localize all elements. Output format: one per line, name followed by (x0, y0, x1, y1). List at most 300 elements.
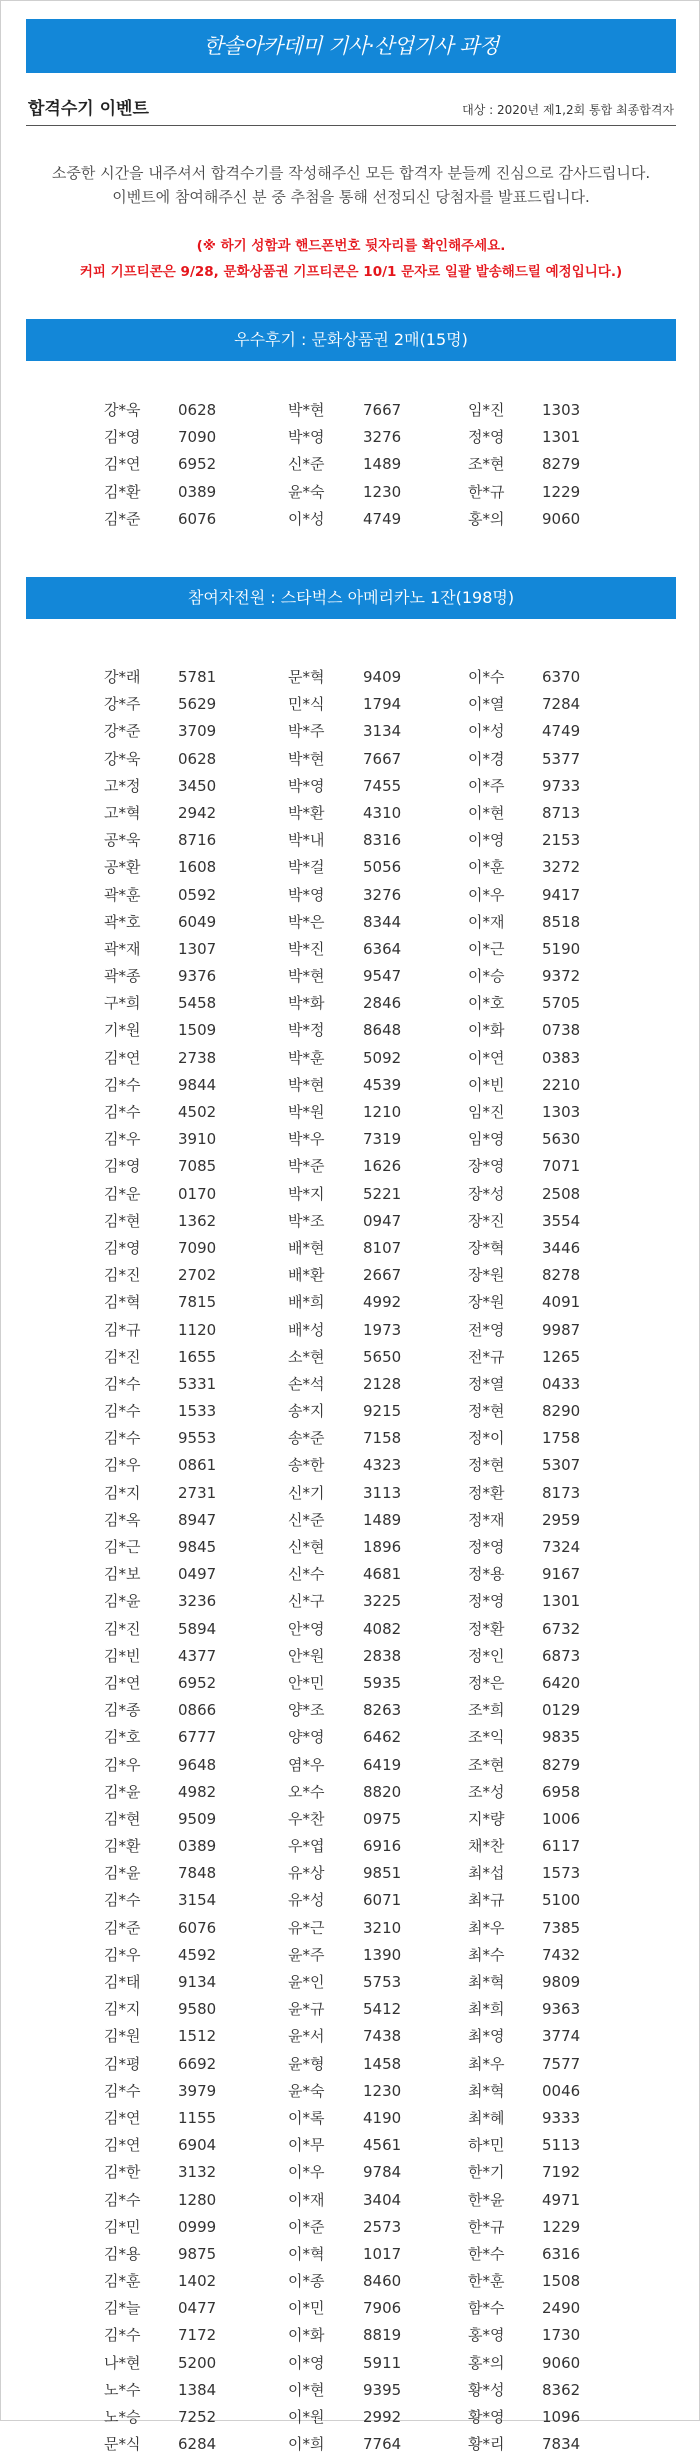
winner-name: 김*용 (104, 2244, 141, 2263)
winner-name: 윤*주 (288, 1945, 325, 1964)
winner-name: 김*규 (104, 1320, 141, 1339)
winner-phone-digits: 5630 (542, 1130, 581, 1149)
winner-phone-digits: 1489 (363, 1510, 402, 1529)
winner-name: 곽*재 (104, 939, 141, 958)
winner-phone-digits: 8648 (363, 1021, 402, 1040)
winner-name: 양*영 (288, 1728, 325, 1747)
winner-phone-digits: 7848 (178, 1864, 217, 1883)
winner-name: 이*화 (288, 2326, 325, 2345)
winner-name: 김*우 (104, 1945, 141, 1964)
winner-row (1, 2377, 700, 2404)
winner-phone-digits: 1655 (178, 1347, 217, 1366)
winner-phone-digits: 6692 (178, 2054, 217, 2073)
winner-name: 임*영 (468, 1130, 505, 1149)
winner-name: 김*진 (104, 1619, 141, 1638)
winner-phone-digits: 8279 (542, 1755, 581, 1774)
winner-name: 정*열 (468, 1374, 505, 1393)
winner-name: 유*상 (288, 1864, 325, 1883)
winner-row (1, 1806, 700, 1833)
winner-row (1, 1860, 700, 1887)
winner-phone-digits: 4323 (363, 1456, 402, 1475)
winner-phone-digits: 2731 (178, 1483, 217, 1502)
winner-phone-digits: 8344 (363, 912, 402, 931)
winner-name: 기*원 (104, 1021, 141, 1040)
winner-name: 홍*의 (468, 2353, 505, 2372)
winner-name: 박*현 (288, 749, 325, 768)
winner-name: 안*영 (288, 1619, 325, 1638)
winner-phone-digits: 0628 (178, 749, 217, 768)
winner-phone-digits: 5781 (178, 668, 217, 686)
winner-name: 김*영 (104, 428, 141, 447)
winner-phone-digits: 1608 (178, 858, 217, 877)
winner-name: 윤*숙 (288, 482, 325, 501)
winner-row (1, 1153, 700, 1180)
winner-name: 김*영 (104, 1157, 141, 1176)
winner-name: 조*현 (468, 455, 505, 474)
winner-phone-digits: 9417 (542, 885, 581, 904)
winner-phone-digits: 1533 (178, 1402, 217, 1421)
notice-line: (※ 하기 성함과 핸드폰번호 뒷자리를 확인해주세요. (196, 238, 506, 254)
winner-name: 김*원 (104, 2027, 141, 2046)
winner-name: 염*우 (288, 1755, 325, 1774)
winner-row (1, 1425, 700, 1452)
winner-name: 박*원 (288, 1103, 325, 1121)
winner-name: 김*우 (104, 1755, 141, 1774)
winner-name: 이*종 (288, 2272, 325, 2291)
winner-name: 정*현 (468, 1402, 505, 1421)
winner-name: 양*조 (288, 1701, 325, 1720)
winner-row (1, 2187, 700, 2214)
winner-name: 우*찬 (288, 1809, 325, 1828)
winner-phone-digits: 5911 (363, 2353, 402, 2372)
winner-name: 소*현 (288, 1347, 325, 1366)
winner-phone-digits: 4749 (363, 509, 402, 528)
winner-phone-digits: 3276 (363, 885, 402, 904)
winner-name: 정*영 (468, 1538, 505, 1556)
winner-phone-digits: 1626 (363, 1157, 402, 1176)
winner-phone-digits: 1230 (363, 2081, 402, 2100)
winner-row (1, 2105, 700, 2132)
winner-row (1, 1045, 700, 1072)
winner-phone-digits: 1210 (363, 1103, 402, 1121)
winner-phone-digits: 8107 (363, 1238, 402, 1257)
winner-phone-digits: 2210 (542, 1075, 581, 1094)
winner-phone-digits: 1301 (542, 428, 581, 447)
winner-phone-digits: 4992 (363, 1293, 402, 1312)
winner-name: 박*진 (288, 939, 325, 958)
winner-phone-digits: 1508 (542, 2272, 581, 2291)
winner-phone-digits: 7090 (178, 428, 217, 447)
winner-name: 김*연 (104, 1048, 141, 1067)
winner-phone-digits: 5092 (363, 1048, 402, 1067)
winner-name: 이*성 (468, 722, 505, 741)
intro-line: 이벤트에 참여해주신 분 중 추첨을 통해 선정되신 당첨자를 발표드립니다. (112, 188, 590, 206)
winner-phone-digits: 7834 (542, 2435, 581, 2454)
winner-name: 홍*의 (468, 509, 505, 528)
winner-phone-digits: 5113 (542, 2136, 581, 2155)
winner-name: 배*희 (288, 1293, 325, 1312)
winner-row (1, 1507, 700, 1534)
winner-row (1, 1616, 700, 1643)
winner-row (1, 451, 700, 478)
winner-name: 정*인 (468, 1646, 505, 1665)
winner-phone-digits: 6049 (178, 912, 217, 931)
winner-row (1, 1289, 700, 1316)
winner-name: 이*록 (288, 2108, 325, 2127)
winner-name: 우*엽 (288, 1837, 325, 1856)
winner-name: 김*준 (104, 1918, 141, 1937)
winner-name: 정*환 (468, 1619, 505, 1638)
winner-phone-digits: 2153 (542, 831, 581, 850)
winner-name: 김*빈 (104, 1646, 141, 1665)
winner-phone-digits: 0383 (542, 1048, 581, 1067)
winner-phone-digits: 1973 (363, 1320, 402, 1339)
winner-name: 김*수 (104, 1103, 141, 1121)
winner-phone-digits: 8279 (542, 455, 581, 474)
winner-row (1, 827, 700, 854)
winner-name: 조*현 (468, 1755, 505, 1774)
winner-name: 장*영 (468, 1157, 505, 1176)
winner-row (1, 2350, 700, 2377)
winner-name: 유*성 (288, 1891, 325, 1910)
winner-name: 한*수 (468, 2244, 505, 2263)
winner-name: 최*혁 (468, 2081, 505, 2100)
winner-name: 전*규 (468, 1347, 505, 1366)
winner-phone-digits: 4749 (542, 722, 581, 741)
winner-phone-digits: 3709 (178, 722, 217, 741)
winner-phone-digits: 1362 (178, 1211, 217, 1230)
winner-phone-digits: 3979 (178, 2081, 217, 2100)
winner-name: 오*수 (288, 1782, 325, 1801)
winner-phone-digits: 1402 (178, 2272, 217, 2291)
notice-text (26, 233, 676, 285)
winner-name: 정*재 (468, 1510, 505, 1529)
winner-name: 황*성 (468, 2380, 505, 2399)
winner-phone-digits: 1229 (542, 2217, 581, 2236)
winner-phone-digits: 4681 (363, 1565, 402, 1584)
winner-name: 이*재 (468, 912, 505, 931)
winner-name: 구*희 (104, 994, 141, 1013)
winner-phone-digits: 1303 (542, 401, 581, 419)
winner-phone-digits: 6904 (178, 2136, 217, 2155)
winner-name: 신*준 (288, 455, 325, 474)
winner-row (1, 1126, 700, 1153)
winner-name: 장*진 (468, 1211, 505, 1230)
winner-name: 조*희 (468, 1701, 505, 1720)
winner-phone-digits: 7815 (178, 1293, 217, 1312)
winner-name: 이*근 (468, 939, 505, 958)
winner-row (1, 1344, 700, 1371)
winner-phone-digits: 3134 (363, 722, 402, 741)
winner-phone-digits: 7319 (363, 1130, 402, 1149)
winner-name: 이*호 (468, 994, 505, 1013)
winner-phone-digits: 9395 (363, 2380, 402, 2399)
winner-phone-digits: 9580 (178, 2000, 217, 2019)
winner-phone-digits: 4502 (178, 1103, 217, 1121)
winner-name: 임*진 (468, 1103, 505, 1121)
winner-name: 박*주 (288, 722, 325, 741)
winner-name: 김*연 (104, 2108, 141, 2127)
winner-row (1, 2132, 700, 2159)
winner-name: 최*혜 (468, 2108, 505, 2127)
winner-name: 신*준 (288, 1510, 325, 1529)
winner-name: 안*민 (288, 1673, 325, 1692)
winner-phone-digits: 4982 (178, 1782, 217, 1801)
winner-name: 박*은 (288, 912, 325, 931)
winner-name: 장*성 (468, 1184, 505, 1203)
winner-name: 김*수 (104, 1891, 141, 1910)
winner-phone-digits: 1458 (363, 2054, 402, 2073)
winner-name: 김*수 (104, 1429, 141, 1448)
winner-phone-digits: 5935 (363, 1673, 402, 1692)
winner-phone-digits: 7172 (178, 2326, 217, 2345)
winner-phone-digits: 1303 (542, 1103, 581, 1121)
winner-phone-digits: 9167 (542, 1565, 581, 1584)
winner-name: 함*수 (468, 2299, 505, 2318)
section1-winner-list (1, 397, 700, 533)
winner-row (1, 1317, 700, 1344)
winner-row (1, 2404, 700, 2431)
winner-name: 김*환 (104, 1837, 141, 1856)
winner-name: 곽*훈 (104, 885, 141, 904)
winner-name: 김*근 (104, 1538, 141, 1556)
winner-phone-digits: 3774 (542, 2027, 581, 2046)
winner-name: 강*욱 (104, 749, 141, 768)
winner-phone-digits: 3910 (178, 1130, 217, 1149)
winner-phone-digits: 5200 (178, 2353, 217, 2372)
winner-phone-digits: 6952 (178, 455, 217, 474)
event-title: 합격수기 이벤트 (28, 99, 149, 119)
winner-name: 윤*숙 (288, 2081, 325, 2100)
winner-phone-digits: 3210 (363, 1918, 402, 1937)
winner-phone-digits: 8819 (363, 2326, 402, 2345)
winner-name: 유*근 (288, 1918, 325, 1937)
winner-phone-digits: 7158 (363, 1429, 402, 1448)
winner-phone-digits: 5221 (363, 1184, 402, 1203)
winner-name: 배*현 (288, 1238, 325, 1257)
winner-name: 이*혁 (288, 2244, 325, 2263)
winner-name: 김*연 (104, 2136, 141, 2155)
winner-name: 곽*호 (104, 912, 141, 931)
winner-row (1, 1072, 700, 1099)
winner-phone-digits: 2490 (542, 2299, 581, 2318)
winner-phone-digits: 9509 (178, 1809, 217, 1828)
winner-phone-digits: 7090 (178, 1238, 217, 1257)
winner-phone-digits: 9376 (178, 967, 217, 986)
winner-name: 민*식 (288, 695, 325, 714)
winner-phone-digits: 7577 (542, 2054, 581, 2073)
winner-name: 황*영 (468, 2408, 505, 2426)
winner-phone-digits: 5331 (178, 1374, 217, 1393)
winner-phone-digits: 8460 (363, 2272, 402, 2291)
winner-phone-digits: 7085 (178, 1157, 217, 1176)
winner-phone-digits: 2959 (542, 1510, 581, 1529)
winner-name: 김*윤 (104, 1782, 141, 1801)
winner-phone-digits: 6916 (363, 1837, 402, 1856)
winner-row (1, 691, 700, 718)
winner-row (1, 718, 700, 745)
winner-phone-digits: 2508 (542, 1184, 581, 1203)
winner-row (1, 746, 700, 773)
winner-phone-digits: 1230 (363, 482, 402, 501)
winner-name: 김*윤 (104, 1592, 141, 1611)
winner-name: 임*진 (468, 401, 505, 419)
winner-name: 장*원 (468, 1266, 505, 1285)
winner-name: 조*성 (468, 1782, 505, 1801)
winner-name: 공*욱 (104, 831, 141, 850)
winner-phone-digits: 1017 (363, 2244, 402, 2263)
winner-row (1, 1670, 700, 1697)
winner-name: 최*희 (468, 2000, 505, 2019)
winner-phone-digits: 3236 (178, 1592, 217, 1611)
winner-name: 박*준 (288, 1157, 325, 1176)
winner-name: 김*우 (104, 1130, 141, 1149)
winner-row (1, 1697, 700, 1724)
winner-row (1, 1534, 700, 1561)
winner-row (1, 397, 700, 424)
winner-phone-digits: 1758 (542, 1429, 581, 1448)
winner-row (1, 1181, 700, 1208)
winner-row (1, 664, 700, 691)
winner-name: 채*찬 (468, 1837, 505, 1856)
winner-name: 신*수 (288, 1565, 325, 1584)
winner-phone-digits: 8716 (178, 831, 217, 850)
winner-name: 김*수 (104, 1075, 141, 1094)
winner-phone-digits: 4091 (542, 1293, 581, 1312)
winner-phone-digits: 8362 (542, 2380, 581, 2399)
winner-phone-digits: 6732 (542, 1619, 581, 1638)
winner-phone-digits: 6873 (542, 1646, 581, 1665)
winner-phone-digits: 2942 (178, 803, 217, 822)
winner-phone-digits: 3276 (363, 428, 402, 447)
winner-name: 윤*형 (288, 2054, 325, 2073)
winner-phone-digits: 7906 (363, 2299, 402, 2318)
winner-phone-digits: 5650 (363, 1347, 402, 1366)
winner-name: 김*진 (104, 1266, 141, 1285)
winner-row (1, 1779, 700, 1806)
winner-phone-digits: 5190 (542, 939, 581, 958)
winner-phone-digits: 8173 (542, 1483, 581, 1502)
winner-row (1, 1887, 700, 1914)
winner-name: 이*무 (288, 2136, 325, 2155)
winner-row (1, 1208, 700, 1235)
winner-name: 한*규 (468, 2217, 505, 2236)
winner-phone-digits: 7192 (542, 2163, 581, 2182)
winner-phone-digits: 0628 (178, 401, 217, 419)
winner-name: 박*지 (288, 1184, 325, 1203)
winner-name: 김*수 (104, 2326, 141, 2345)
winner-phone-digits: 6076 (178, 509, 217, 528)
winner-phone-digits: 2667 (363, 1266, 402, 1285)
winner-name: 박*정 (288, 1021, 325, 1040)
winner-name: 김*한 (104, 2163, 141, 2182)
winner-phone-digits: 9363 (542, 2000, 581, 2019)
intro-line: 소중한 시간을 내주셔서 합격수기를 작성해주신 모든 합격자 분들께 진심으로 감사드립니다. (51, 164, 651, 182)
winner-row (1, 2431, 700, 2458)
winner-name: 황*리 (468, 2435, 505, 2454)
winner-row (1, 1969, 700, 1996)
winner-name: 강*준 (104, 722, 141, 741)
winner-name: 김*현 (104, 1809, 141, 1828)
winner-phone-digits: 2846 (363, 994, 402, 1013)
winner-phone-digits: 1489 (363, 455, 402, 474)
winner-row (1, 506, 700, 533)
winner-name: 이*연 (468, 1048, 505, 1067)
section1-title: 우수후기 : 문화상품권 2매(15명) (26, 319, 676, 361)
winner-name: 신*기 (288, 1483, 325, 1502)
winner-name: 송*지 (288, 1402, 325, 1421)
winner-name: 김*옥 (104, 1510, 141, 1529)
winner-phone-digits: 4190 (363, 2108, 402, 2127)
winner-name: 김*운 (104, 1184, 141, 1203)
winner-name: 나*현 (104, 2353, 141, 2372)
winner-phone-digits: 5629 (178, 695, 217, 714)
winner-name: 최*혁 (468, 1973, 505, 1991)
target-info: 대상 : 2020년 제1,2회 통합 최종합격자 (462, 103, 674, 117)
winner-name: 최*영 (468, 2027, 505, 2046)
winner-name: 이*현 (468, 803, 505, 822)
winner-phone-digits: 9215 (363, 1402, 402, 1421)
winner-name: 지*량 (468, 1809, 505, 1828)
winner-row (1, 1452, 700, 1479)
winner-name: 김*우 (104, 1456, 141, 1475)
winner-phone-digits: 3554 (542, 1211, 581, 1230)
winner-row (1, 990, 700, 1017)
winner-name: 강*욱 (104, 401, 141, 419)
banner-title: 한솔아카데미 기사·산업기사 과정 (26, 19, 676, 73)
winner-phone-digits: 0477 (178, 2299, 217, 2318)
winner-phone-digits: 0129 (542, 1701, 581, 1720)
winner-row (1, 2241, 700, 2268)
winner-phone-digits: 6284 (178, 2435, 217, 2454)
winner-phone-digits: 4082 (363, 1619, 402, 1638)
winner-row (1, 1398, 700, 1425)
winner-phone-digits: 7432 (542, 1945, 581, 1964)
winner-name: 한*훈 (468, 2272, 505, 2291)
winner-name: 이*원 (288, 2408, 325, 2426)
winner-name: 이*희 (288, 2435, 325, 2454)
winner-phone-digits: 2702 (178, 1266, 217, 1285)
winner-phone-digits: 7252 (178, 2408, 217, 2426)
winner-row (1, 773, 700, 800)
winner-name: 김*보 (104, 1565, 141, 1584)
winner-phone-digits: 5705 (542, 994, 581, 1013)
winner-name: 전*영 (468, 1320, 505, 1339)
winner-phone-digits: 1265 (542, 1347, 581, 1366)
winner-name: 손*석 (288, 1374, 325, 1393)
winner-row (1, 2023, 700, 2050)
winner-phone-digits: 9987 (542, 1320, 581, 1339)
intro-text (26, 161, 676, 209)
winner-phone-digits: 8316 (363, 831, 402, 850)
winner-name: 최*수 (468, 1945, 505, 1964)
winner-phone-digits: 4592 (178, 1945, 217, 1964)
winner-row (1, 936, 700, 963)
winner-phone-digits: 9060 (542, 509, 581, 528)
winner-phone-digits: 3225 (363, 1592, 402, 1611)
winner-name: 노*수 (104, 2380, 141, 2399)
winner-phone-digits: 4310 (363, 803, 402, 822)
winner-name: 김*태 (104, 1973, 141, 1991)
winner-name: 최*섭 (468, 1864, 505, 1883)
winner-name: 노*승 (104, 2408, 141, 2426)
winner-phone-digits: 2128 (363, 1374, 402, 1393)
winner-name: 이*화 (468, 1021, 505, 1040)
winner-name: 김*연 (104, 1673, 141, 1692)
winner-phone-digits: 6420 (542, 1673, 581, 1692)
winner-name: 공*환 (104, 858, 141, 877)
winner-name: 박*영 (288, 885, 325, 904)
